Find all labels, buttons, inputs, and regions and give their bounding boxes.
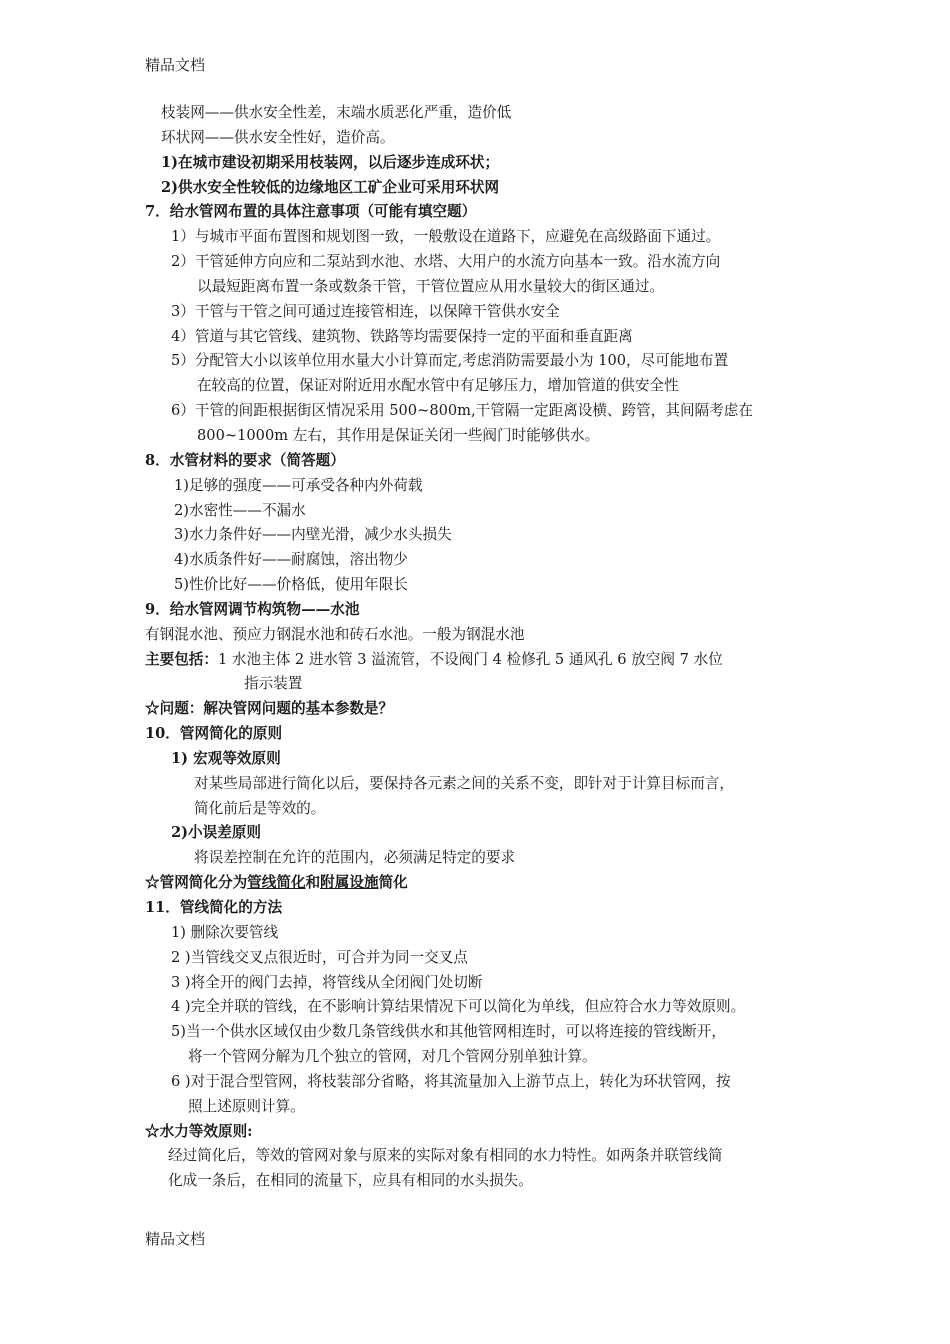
- text-line: 枝装网——供水安全性差，末端水质恶化严重，造价低: [161, 104, 512, 121]
- sub-heading: 1) 宏观等效原则: [171, 749, 281, 767]
- list-item: 5）分配管大小以该单位用水量大小计算而定,考虑消防需要最小为 100，尽可能地布置: [171, 352, 729, 370]
- note-line: [0, 871, 950, 896]
- section-heading-11: 11．管线简化的方法: [145, 899, 283, 916]
- text-span: 简化: [378, 874, 408, 892]
- list-item: 4 )完全并联的管线，在不影响计算结果情况下可以简化为单线，但应符合水力等效原则。: [171, 998, 746, 1016]
- list-item: 2 )当管线交叉点很近时，可合并为同一交叉点: [171, 948, 468, 966]
- text-span: 和: [305, 874, 321, 892]
- list-item: 4)水质条件好——耐腐蚀，溶出物少: [174, 551, 408, 569]
- list-item: 5)性价比好——价格低，使用年限长: [174, 576, 408, 594]
- list-item: 5)当一个供水区域仅由少数几条管线供水和其他管网相连时，可以将连接的管线断开，: [171, 1023, 726, 1041]
- list-item-continuation: 将一个管网分解为几个独立的管网，对几个管网分别单独计算。: [188, 1048, 597, 1066]
- list-item-continuation: 照上述原则计算。: [188, 1097, 305, 1115]
- text-line: 将误差控制在允许的范围内，必须满足特定的要求: [194, 849, 516, 867]
- text-line-bold: 1)在城市建设初期采用枝装网，以后逐步连成环状；: [161, 153, 500, 171]
- text-line: 环状网——供水安全性好，造价高。: [161, 128, 395, 146]
- list-item: 3）干管与干管之间可通过连接管相连，以保障干管供水安全: [171, 302, 560, 320]
- list-item: 2）干管延伸方向应和二泵站到水池、水塔、大用户的水流方向基本一致。沿水流方向: [171, 253, 721, 271]
- page-footer: 精品文档: [145, 1230, 206, 1248]
- text-span: 1 水池主体 2 进水管 3 溢流管，不设阀门 4 检修孔 5 通风孔 6 放空阀 7 水位: [217, 650, 723, 668]
- question-line: ☆问题：解决管网问题的基本参数是？: [145, 700, 394, 718]
- text-span: ☆管网简化分为: [145, 874, 248, 892]
- underlined-span: 管线简化: [247, 874, 306, 892]
- list-item: 4）管道与其它管线、建筑物、铁路等均需要保持一定的平面和垂直距离: [171, 327, 633, 345]
- text-line: 对某些局部进行简化以后，要保持各元素之间的关系不变，即针对于计算目标而言，: [194, 774, 734, 792]
- list-item-continuation: 以最短距离布置一条或数条干管，干管位置应从用水量较大的街区通过。: [197, 277, 665, 295]
- text-line-bold: 2)供水安全性较低的边缘地区工矿企业可采用环状网: [161, 178, 500, 196]
- list-item-continuation: 800~1000m 左右，其作用是保证关闭一些阀门时能够供水。: [197, 426, 600, 444]
- text-line: [0, 648, 950, 673]
- list-item: 1）与城市平面布置图和规划图一致，一般敷设在道路下，应避免在高级路面下通过。: [171, 228, 721, 246]
- sub-heading: 2)小误差原则: [171, 824, 262, 842]
- note-line: ☆水力等效原则:: [145, 1122, 253, 1140]
- underlined-span: 附属设施: [320, 874, 379, 892]
- list-item: 3 )将全开的阀门去掉，将管线从全闭阀门处切断: [171, 973, 483, 991]
- text-line: 经过简化后，等效的管网对象与原来的实际对象有相同的水力特性。如两条并联管线简: [168, 1147, 723, 1165]
- document-body: [0, 101, 950, 1194]
- list-item: 3)水力条件好——内壁光滑，减少水头损失: [174, 526, 452, 544]
- list-item: 1) 删除次要管线: [171, 923, 279, 941]
- section-heading-7: 7．给水管网布置的具体注意事项（可能有填空题）: [145, 203, 477, 221]
- page-header: 精品文档: [145, 56, 206, 74]
- list-item: 6 )对于混合型管网，将枝装部分省略，将其流量加入上游节点上，转化为环状管网，按: [171, 1072, 731, 1090]
- text-line: 化成一条后，在相同的流量下，应具有相同的水头损失。: [168, 1172, 533, 1190]
- section-heading-9: 9．给水管网调节构筑物——水池: [145, 600, 360, 618]
- list-item: 2)水密性——不漏水: [174, 501, 306, 519]
- text-line: 有钢混水池、预应力钢混水池和砖石水池。一般为钢混水池: [145, 625, 525, 643]
- list-item-continuation: 在较高的位置，保证对附近用水配水管中有足够压力，增加管道的供安全性: [197, 377, 679, 395]
- label-main-includes: 主要包括：: [145, 650, 218, 668]
- list-item: 1)足够的强度——可承受各种内外荷载: [174, 476, 423, 494]
- section-heading-8: 8．水管材料的要求（简答题）: [145, 451, 345, 469]
- list-item: 6）干管的间距根据街区情况采用 500~800m,干管隔一定距离设横、跨管，其间隔考虑在: [171, 402, 753, 420]
- section-heading-10: 10．管网简化的原则: [145, 725, 283, 743]
- text-line: 简化前后是等效的。: [194, 799, 326, 817]
- text-line-continuation: 指示装置: [244, 675, 303, 693]
